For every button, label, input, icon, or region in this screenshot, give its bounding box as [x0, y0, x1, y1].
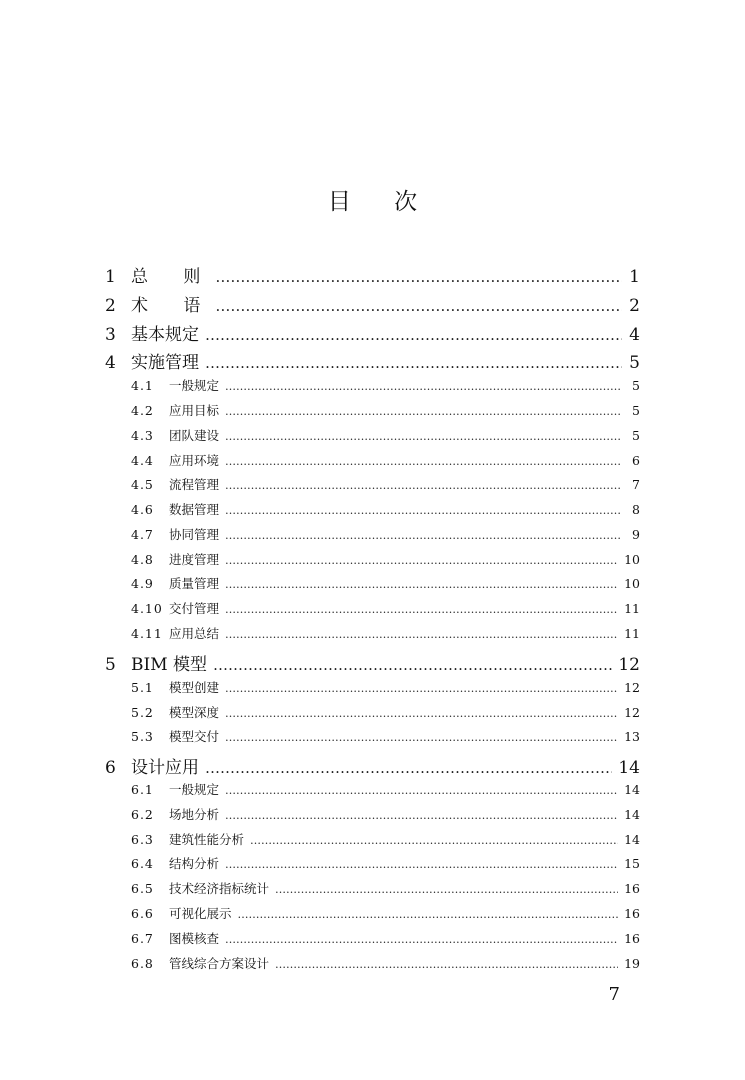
toc-leader-dots: [225, 601, 618, 614]
toc-entry-number: 4.8: [131, 552, 154, 567]
toc-entry-page: 14: [624, 807, 640, 822]
toc-entry-title: 模型深度: [169, 705, 220, 720]
toc-entry-page: 2: [629, 296, 640, 316]
toc-entry: [131, 624, 640, 642]
toc-leader-dots: [275, 881, 618, 894]
toc-entry-page: 4: [629, 325, 640, 345]
toc-entry-number: 6.2: [131, 807, 154, 822]
toc-entry-title: 数据管理: [169, 502, 220, 517]
toc-entry-number: 6.1: [131, 782, 154, 797]
toc-entry-number: 4.6: [131, 502, 154, 517]
toc-entry-page: 9: [632, 527, 640, 542]
toc-entry: [131, 929, 640, 947]
toc-entry-page: 14: [618, 758, 640, 778]
toc-entry-page: 6: [632, 453, 640, 468]
toc-entry-title: 基本规定: [131, 325, 199, 345]
toc-leader-dots: [215, 296, 622, 313]
toc-entry-page: 10: [624, 552, 640, 567]
toc-leader-dots: [225, 782, 618, 795]
toc-entry: [131, 854, 640, 872]
toc-entry: [131, 475, 640, 493]
toc-entry-title: 模型交付: [169, 729, 220, 744]
toc-leader-dots: [225, 705, 618, 718]
toc-entry-page: 16: [624, 931, 640, 946]
toc-leader-dots: [225, 453, 622, 466]
toc-entry-number: 4.3: [131, 428, 154, 443]
toc-entry-number: 4.5: [131, 477, 154, 492]
toc-entry-number: 6.3: [131, 832, 154, 847]
toc-entry-page: 1: [629, 267, 640, 287]
toc-entry-number: 3: [105, 325, 116, 345]
toc-entry: [131, 525, 640, 543]
toc-entry-page: 11: [624, 601, 640, 616]
toc-entry-number: 6: [105, 758, 116, 778]
toc-entry-number: 6.8: [131, 956, 154, 971]
toc-entry-title: 质量管理: [169, 576, 220, 591]
toc-entry: [131, 574, 640, 592]
toc-entry-number: 4.11: [131, 626, 163, 641]
toc-entry-page: 16: [624, 906, 640, 921]
toc-entry-number: 6.5: [131, 881, 154, 896]
toc-entry: [105, 650, 640, 675]
toc-entry-page: 12: [624, 680, 640, 695]
toc-entry-title: 设计应用: [131, 758, 199, 778]
toc-entry-number: 6.4: [131, 856, 154, 871]
toc-entry-number: 4.1: [131, 378, 154, 393]
toc-entry-title: 应用目标: [169, 403, 220, 418]
toc-entry-page: 14: [624, 832, 640, 847]
toc-leader-dots: [205, 758, 612, 775]
toc-entry-title: BIM 模型: [131, 655, 208, 675]
toc-leader-dots: [225, 428, 622, 441]
toc-leader-dots: [213, 655, 612, 672]
toc-entry-number: 5: [105, 655, 116, 675]
toc-entry-number: 4.10: [131, 601, 163, 616]
toc-entry: [105, 320, 640, 345]
toc-entry: [131, 879, 640, 897]
toc-leader-dots: [225, 856, 618, 869]
toc-leader-dots: [225, 931, 618, 944]
toc-entry: [131, 954, 640, 972]
toc-entry-number: 5.2: [131, 705, 154, 720]
toc-leader-dots: [225, 576, 618, 589]
toc-entry-title: 进度管理: [169, 552, 220, 567]
toc-leader-dots: [238, 906, 619, 919]
toc-entry: [105, 348, 640, 373]
toc-entry-page: 16: [624, 881, 640, 896]
toc-leader-dots: [225, 807, 618, 820]
toc-leader-dots: [275, 956, 618, 969]
toc-leader-dots: [205, 325, 622, 342]
toc-leader-dots: [225, 378, 622, 391]
toc-entry: [105, 262, 640, 287]
toc-leader-dots: [225, 477, 622, 490]
toc-entry-number: 4.9: [131, 576, 154, 591]
page-title: 目 次: [327, 189, 436, 215]
toc-leader-dots: [225, 527, 622, 540]
toc-leader-dots: [225, 502, 622, 515]
toc-entry: [131, 703, 640, 721]
toc-leader-dots: [250, 832, 618, 845]
toc-entry-title: 实施管理: [131, 353, 199, 373]
toc-entry-number: 6.6: [131, 906, 154, 921]
toc-entry-number: 4: [105, 353, 116, 373]
toc-entry: [105, 753, 640, 778]
toc-entry-page: 14: [624, 782, 640, 797]
toc-entry: [131, 401, 640, 419]
toc-entry-page: 12: [624, 705, 640, 720]
toc-entry-page: 15: [624, 856, 640, 871]
toc-entry-page: 5: [629, 353, 640, 373]
toc-entry-page: 7: [632, 477, 640, 492]
toc-entry-number: 1: [105, 267, 116, 287]
toc-entry-title: 可视化展示: [169, 906, 232, 921]
toc-leader-dots: [225, 626, 618, 639]
toc-entry-title: 团队建设: [169, 428, 220, 443]
toc-entry: [131, 727, 640, 745]
toc-leader-dots: [205, 353, 622, 370]
toc-entry: [131, 426, 640, 444]
toc-entry: [131, 451, 640, 469]
toc-entry: [105, 291, 640, 316]
toc-entry: [131, 550, 640, 568]
toc-entry: [131, 599, 640, 617]
toc-entry-title: 技术经济指标统计: [169, 881, 270, 896]
toc-entry-number: 5.1: [131, 680, 154, 695]
toc-entry-page: 5: [632, 403, 640, 418]
toc-entry-number: 6.7: [131, 931, 154, 946]
toc-entry-title: 交付管理: [169, 601, 220, 616]
toc-entry: [131, 678, 640, 696]
toc-entry-page: 5: [632, 428, 640, 443]
toc-entry-title: 场地分析: [169, 807, 220, 822]
toc-entry-title: 总 则: [131, 267, 216, 287]
toc-entry: [131, 830, 640, 848]
toc-leader-dots: [225, 729, 618, 742]
toc-entry-page: 5: [632, 378, 640, 393]
toc-entry-title: 一般规定: [169, 782, 220, 797]
toc-leader-dots: [225, 680, 618, 693]
toc-entry-title: 协同管理: [169, 527, 220, 542]
toc-entry-title: 应用总结: [169, 626, 220, 641]
toc-entry-number: 5.3: [131, 729, 154, 744]
toc-entry: [131, 904, 640, 922]
toc-entry-number: 4.4: [131, 453, 154, 468]
toc-entry: [131, 805, 640, 823]
toc-entry-page: 8: [632, 502, 640, 517]
toc-entry: [131, 376, 640, 394]
toc-entry-number: 2: [105, 296, 116, 316]
toc-leader-dots: [225, 403, 622, 416]
page-number: 7: [608, 984, 620, 1005]
toc-entry-title: 管线综合方案设计: [169, 956, 270, 971]
toc-entry-page: 12: [618, 655, 640, 675]
toc-entry-title: 建筑性能分析: [169, 832, 245, 847]
toc-entry-page: 11: [624, 626, 640, 641]
toc-leader-dots: [225, 552, 618, 565]
toc-entry-title: 术 语: [131, 296, 216, 316]
toc-entry-title: 模型创建: [169, 680, 220, 695]
toc-entry-title: 流程管理: [169, 477, 220, 492]
toc-entry-page: 19: [624, 956, 640, 971]
toc-entry-number: 4.7: [131, 527, 154, 542]
toc-entry: [131, 780, 640, 798]
toc-entry-title: 应用环境: [169, 453, 220, 468]
toc-entry-page: 10: [624, 576, 640, 591]
toc-leader-dots: [215, 267, 622, 284]
toc-entry-page: 13: [624, 729, 640, 744]
toc-entry-title: 图模核查: [169, 931, 220, 946]
toc-entry-number: 4.2: [131, 403, 154, 418]
toc-entry-title: 一般规定: [169, 378, 220, 393]
toc-entry-title: 结构分析: [169, 856, 220, 871]
toc-entry: [131, 500, 640, 518]
